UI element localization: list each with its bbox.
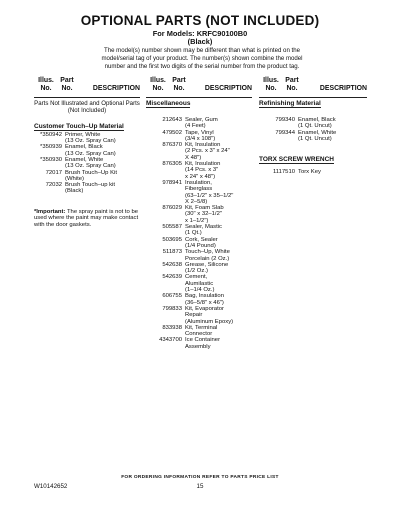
part-number: 876305 <box>162 161 182 168</box>
part-description: Grease, Silicone <box>185 261 229 268</box>
part-description: Assembly <box>185 343 211 350</box>
column-header <box>34 76 140 96</box>
header-rule <box>259 97 367 98</box>
color-line: (Black) <box>187 37 213 46</box>
part-description: Repair <box>185 312 203 319</box>
part-description: (36–5/8" x 46") <box>185 299 224 306</box>
part-description: (3/4 x 108") <box>185 135 216 142</box>
part-description: Bag, Insulation <box>185 293 224 300</box>
part-number <box>34 188 65 194</box>
part-description: Ice Container <box>185 337 221 344</box>
part-description: Brush Touch–Up Kit <box>65 169 117 176</box>
part-number: 72017 <box>45 169 62 176</box>
part-description: Sealer, Gum <box>185 117 218 123</box>
part-description: x 24" x 48") <box>185 173 216 180</box>
part-number: 505587 <box>162 224 182 231</box>
part-description: (4 Feet) <box>185 123 206 130</box>
part-description: (1 Qt.) <box>185 230 202 237</box>
part-number: 4343700 <box>159 337 182 344</box>
part-number: 876029 <box>162 205 182 212</box>
illus-header: Illus. No. <box>263 77 279 92</box>
part-description: (30" x 32–1/2" <box>185 211 222 218</box>
part-description: Primer, White <box>65 131 101 138</box>
parts-column-3 <box>259 76 367 175</box>
part-description: Kit, Foam Slab <box>185 205 224 212</box>
part-description: (White) <box>65 175 84 182</box>
section-miscellaneous: Miscellaneous <box>146 100 191 107</box>
part-number: 479502 <box>162 129 182 136</box>
part-description: (1/2 Oz.) <box>185 268 208 275</box>
not-illustrated-note: Parts Not Illustrated and Optional Parts (Not Included) <box>34 100 140 115</box>
part-description: Connector <box>185 331 213 338</box>
part-row <box>34 188 140 194</box>
part-description: Enamel, White <box>65 157 104 163</box>
part-description: Cork, Sealer <box>185 236 218 243</box>
part-description: Torx Key <box>298 169 321 176</box>
part-description: Insulation, <box>185 179 212 186</box>
part-description: (13 Oz. Spray Can) <box>65 138 116 145</box>
part-description: X 48") <box>185 154 202 161</box>
page-title: OPTIONAL PARTS (NOT INCLUDED) <box>80 13 320 28</box>
part-number: 833938 <box>162 324 182 331</box>
part-description: (14 Pcs. x 3" <box>185 167 219 174</box>
part-description: x 1–1/2") <box>185 217 209 224</box>
column-header <box>259 76 367 96</box>
part-number: 799340 <box>275 117 295 123</box>
part-row <box>259 136 367 142</box>
part-number: 503695 <box>162 236 182 243</box>
document-number: W10142652 <box>34 483 68 490</box>
part-description: (13 Oz. Spray Can) <box>65 150 116 157</box>
part-description: Kit, Terminal <box>185 324 218 331</box>
part-header: Part No. <box>172 77 186 92</box>
part-number: 1117510 <box>272 169 295 176</box>
part-description: (2 Pcs. x 3" x 24" <box>185 148 230 155</box>
part-number: 876370 <box>162 142 182 149</box>
part-description: Porcelain (2 Oz.) <box>185 255 230 262</box>
part-description: Enamel, Black <box>65 144 103 151</box>
part-description: Kit, Insulation <box>185 161 221 168</box>
part-description: (Black) <box>65 188 84 195</box>
parts-column-2 <box>146 76 252 350</box>
model-line: For Models: KRFC90100B0 <box>152 29 248 38</box>
part-description: (63–1/2" x 35–1/2" <box>185 192 234 199</box>
ordering-footer: FOR ORDERING INFORMATION REFER TO PARTS PRICE LIST <box>121 475 279 480</box>
column-header <box>146 76 252 96</box>
part-number: 542639 <box>162 274 182 281</box>
section-touch-up: Customer Touch–Up Material <box>34 122 124 130</box>
part-description: Alumilastic <box>185 280 214 287</box>
intro-note: The model(s) number shown may be different than what is printed on the model/serial tag of your product. The number(s) shown combine the model number and the first two digits of the serial number from the product tag. <box>101 47 303 70</box>
part-number <box>146 344 185 350</box>
part-description: Tape, Vinyl <box>185 129 214 136</box>
part-number: 542638 <box>162 261 182 268</box>
part-number: 72032 <box>45 182 62 189</box>
description-header: DESCRIPTION <box>92 85 140 92</box>
part-number: 212643 <box>162 117 182 123</box>
part-description: Kit, Evaporator <box>185 305 224 312</box>
part-description: Sealer, Mastic <box>185 224 222 231</box>
part-description: Enamel, Black <box>298 117 336 123</box>
part-header: Part No. <box>285 77 299 92</box>
part-number: *350939 <box>40 144 62 151</box>
header-rule <box>146 97 252 98</box>
illus-header: Illus. No. <box>150 77 166 92</box>
part-description: Touch–Up, White <box>185 249 230 256</box>
part-number: 511873 <box>162 249 182 256</box>
part-description: Cement, <box>185 274 208 281</box>
part-description: Kit, Insulation <box>185 142 221 149</box>
part-description: (Aluminum Epoxy) <box>185 318 234 325</box>
part-description: Fiberglass <box>185 186 213 193</box>
important-note: *Important: The spray paint is not to be used where the paint may make contact with the door gaskets. <box>34 208 139 228</box>
part-number: *350942 <box>40 131 62 138</box>
parts-column-1 <box>34 76 140 229</box>
part-row <box>146 344 252 350</box>
header-rule <box>34 97 140 98</box>
part-description: X 2–5/8) <box>185 198 208 205</box>
part-description: (1 Qt. Uncut) <box>298 123 332 130</box>
page-number: 15 <box>196 483 204 490</box>
part-number: 799344 <box>275 129 295 136</box>
part-number: *350930 <box>40 157 62 163</box>
part-description: (1 Qt. Uncut) <box>298 135 332 142</box>
section-torx-wrench: TORX SCREW WRENCH <box>259 156 334 164</box>
part-number: 978941 <box>162 179 182 186</box>
description-header: DESCRIPTION <box>204 85 252 92</box>
part-description: Enamel, White <box>298 129 337 136</box>
part-header: Part No. <box>60 77 74 92</box>
part-description: (13 Oz. Spray Can) <box>65 163 116 170</box>
part-number <box>259 136 298 142</box>
part-description: (1–1/4 Oz.) <box>185 287 215 294</box>
section-refinishing: Refinishing Material <box>259 100 321 107</box>
part-number: 799833 <box>162 305 182 312</box>
part-description: Brush Touch–up kit <box>65 182 115 189</box>
part-row <box>259 169 367 175</box>
part-number: 606755 <box>162 293 182 300</box>
part-description: (1/4 Pound) <box>185 242 216 249</box>
illus-header: Illus. No. <box>38 77 54 92</box>
description-header: DESCRIPTION <box>319 85 367 92</box>
